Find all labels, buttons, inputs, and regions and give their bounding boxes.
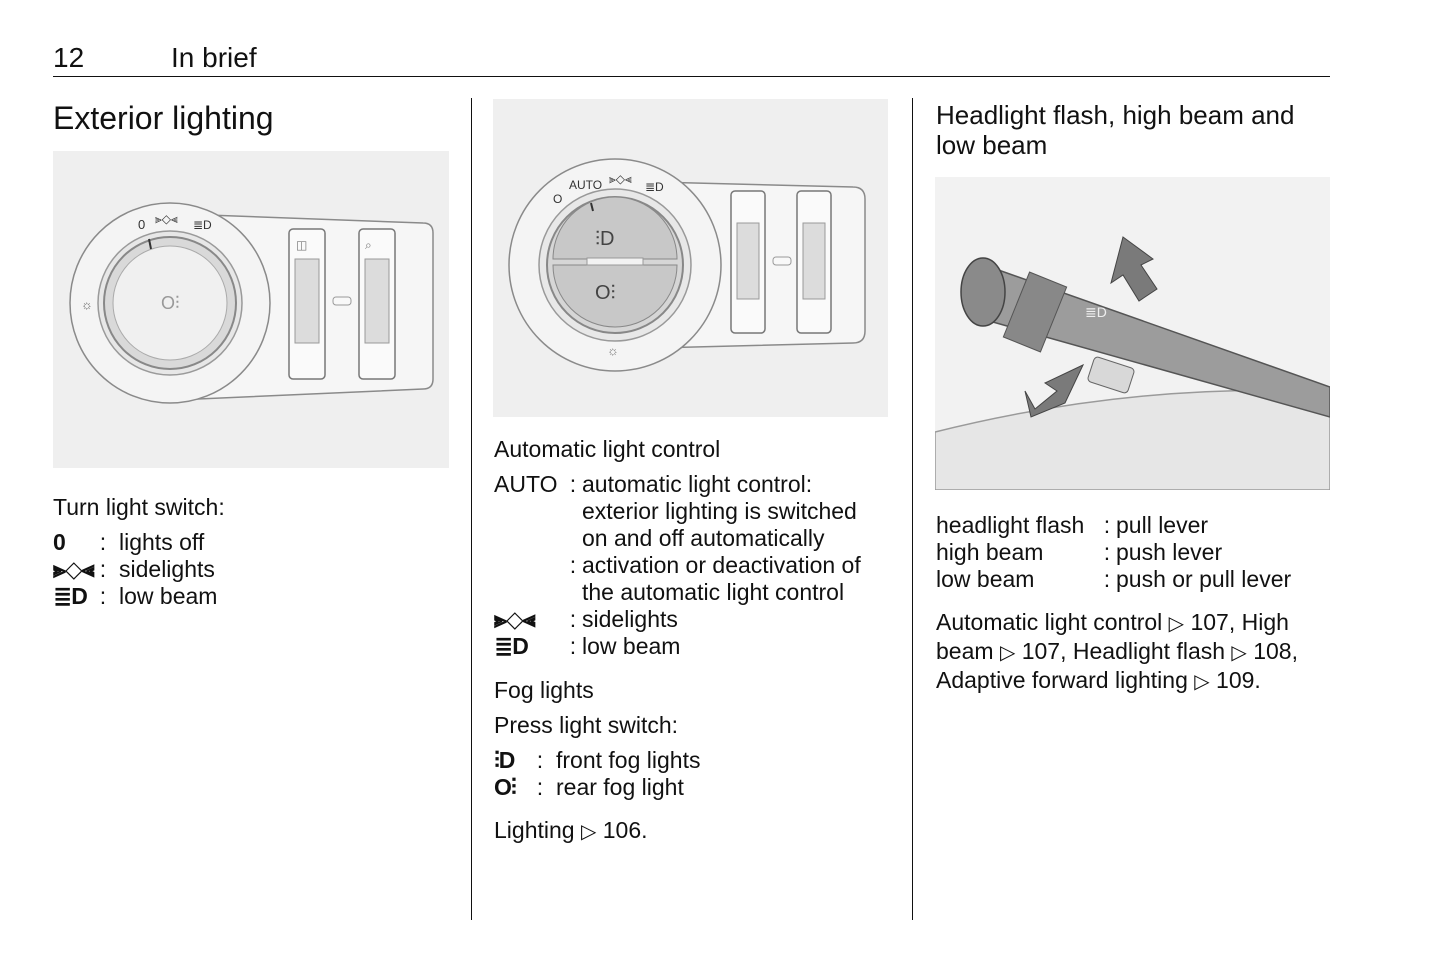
headlight-heading: Headlight flash, high beam and low beam	[936, 100, 1295, 160]
dashboard-icon: ◫	[296, 238, 308, 252]
ref-link[interactable]: Adaptive forward lighting	[936, 667, 1188, 693]
legend-desc: low beam	[582, 633, 681, 659]
off-marking: 0	[138, 217, 146, 232]
auto-legend: AUTO : automatic light control: exterior lighting is switched on and off automatically : activation or deactivation of the automatic light control ⫸◇⫷ : sidelights ≣D : low beam	[494, 471, 894, 660]
legend-desc: lights off	[119, 529, 205, 555]
legend-symbol: ≣D	[494, 633, 528, 659]
light-switch-figure	[53, 151, 449, 468]
highbeam-lever-icon: ≣D	[1085, 304, 1107, 320]
fog-intro: Press light switch:	[494, 712, 679, 738]
lever-legend: headlight flash : pull lever high beam : push lever low beam : push or pull lever Automatic light control ▷ 107, High beam ▷ 107, Headlight flash ▷ 108, Adaptive forward lighting ▷ 109.	[936, 512, 1328, 696]
legend-desc: rear fog light	[556, 774, 684, 800]
ref-arrow-icon: ▷	[999, 642, 1016, 664]
auto-heading: Automatic light control	[494, 436, 721, 462]
legend-desc: sidelights	[119, 556, 215, 582]
legend-symbol	[494, 552, 564, 606]
legend-desc: low beam	[119, 583, 218, 609]
off-marking: O	[553, 192, 563, 206]
sidelights-marking: ⫸◇⫷	[609, 172, 632, 186]
legend-desc: front fog lights	[556, 747, 701, 773]
legend-symbol: AUTO	[494, 471, 558, 497]
legend-desc: pull lever	[1116, 512, 1209, 538]
fog-heading: Fog lights	[494, 677, 594, 703]
sidelights-marking: ⫸◇⫷	[155, 212, 178, 226]
auto-light-switch-figure	[493, 99, 888, 417]
legend-term: high beam	[936, 539, 1044, 565]
headlight-level-icon: ⌕	[365, 238, 372, 252]
ref-arrow-icon: ▷	[580, 821, 597, 843]
front-fog-icon: ⫶D	[595, 228, 615, 250]
column-divider	[912, 98, 913, 920]
section-title: In brief	[171, 42, 257, 73]
lever-figure	[935, 177, 1330, 490]
sun-icon: ☼	[81, 297, 93, 312]
auto-light-section	[494, 436, 894, 660]
lowbeam-marking: ≣D	[193, 218, 212, 232]
column-divider	[471, 98, 472, 920]
page-header	[53, 40, 1330, 77]
ref-arrow-icon: ▷	[1194, 671, 1210, 693]
lighting-ref	[494, 817, 894, 846]
legend-symbol: O⫶	[494, 774, 516, 800]
ref-page[interactable]: 107, Headlight flash	[1021, 638, 1226, 664]
legend-symbol: ≣D	[53, 583, 87, 609]
legend-desc: push or pull lever	[1116, 566, 1292, 592]
legend-symbol: ⫶D	[494, 747, 515, 773]
fog-section	[494, 677, 894, 846]
legend-desc: activation or deactivation of the automatic light control	[582, 552, 861, 605]
legend-symbol: 0	[53, 529, 65, 555]
sun-icon: ☼	[607, 343, 619, 358]
ref-link[interactable]: beam	[936, 638, 994, 664]
turn-switch-label: Turn light switch:	[53, 494, 225, 520]
fog-icon: O⫶	[161, 293, 180, 313]
page-number: 12	[53, 42, 85, 73]
ref-page[interactable]: 106.	[602, 817, 648, 843]
column-headlight	[936, 100, 1328, 160]
ref-arrow-icon: ▷	[1168, 613, 1185, 635]
ref-page[interactable]: 109.	[1216, 667, 1261, 693]
ref-page[interactable]: 108,	[1253, 638, 1298, 664]
switch-legend: 0 : lights off ⫸◇⫷ : sidelights ≣D : low beam	[53, 529, 453, 610]
ref-page[interactable]: 107, High	[1190, 609, 1289, 635]
legend-symbol: ⫸◇⫷	[494, 606, 535, 632]
ref-link[interactable]: Automatic light control	[936, 609, 1163, 635]
legend-desc: push lever	[1116, 539, 1223, 565]
rear-fog-icon: O⫶	[595, 282, 616, 304]
cross-references	[936, 609, 1328, 696]
lowbeam-marking: ≣D	[645, 180, 664, 194]
legend-desc: automatic light control: exterior lighting is switched on and off automatically	[582, 471, 857, 551]
legend-term: headlight flash	[936, 512, 1085, 538]
fog-legend: ⫶D : front fog lights O⫶ : rear fog light	[494, 747, 894, 801]
auto-marking: AUTO	[569, 178, 603, 192]
legend-desc: sidelights	[582, 606, 678, 632]
legend-symbol: ⫸◇⫷	[53, 556, 94, 582]
ref-link[interactable]: Lighting	[494, 817, 575, 843]
ref-arrow-icon: ▷	[1231, 642, 1247, 664]
legend-term: low beam	[936, 566, 1035, 592]
page-title: Exterior lighting	[53, 100, 274, 136]
